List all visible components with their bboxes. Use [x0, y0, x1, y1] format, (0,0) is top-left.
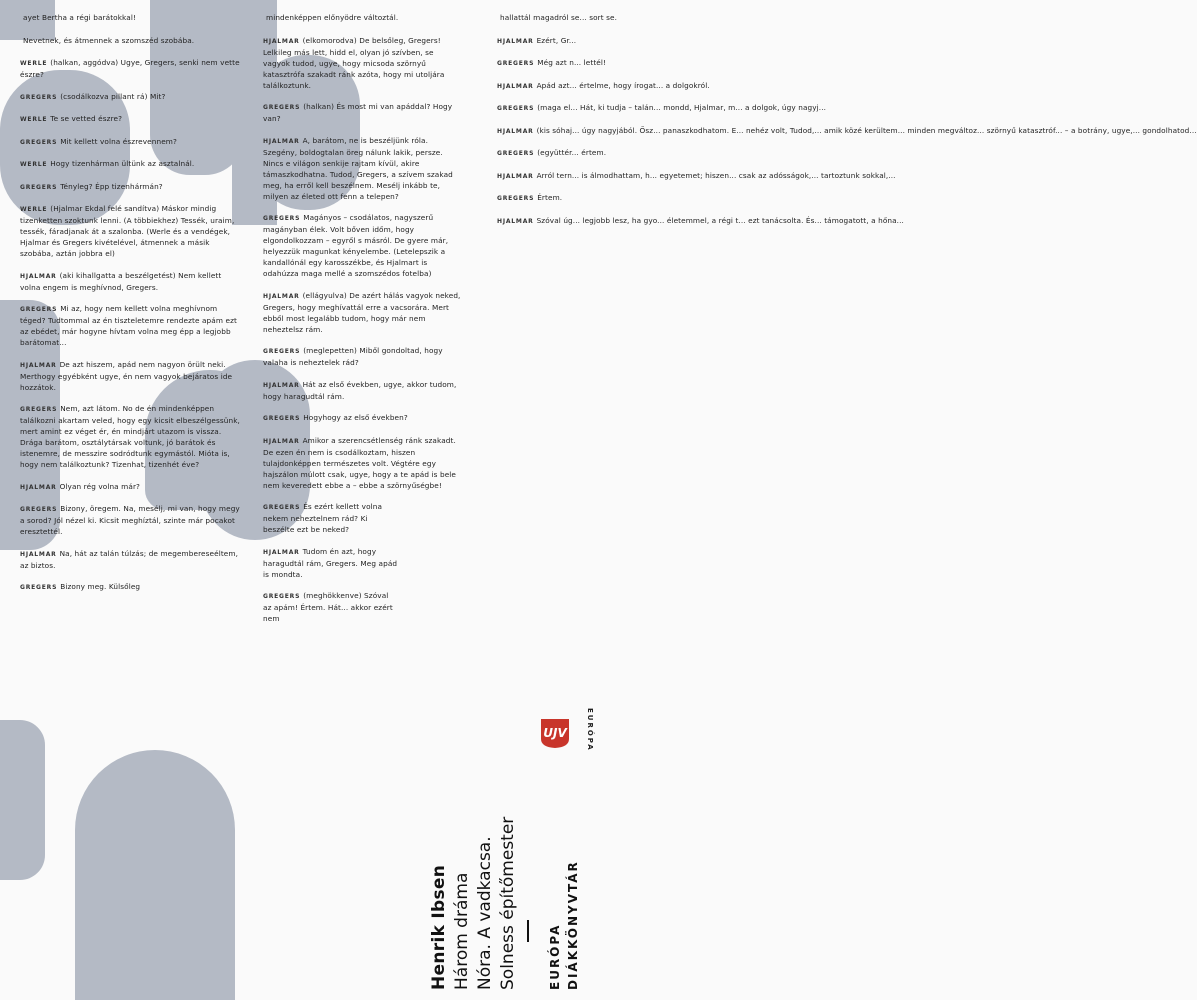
paragraph: HJALMAR Ezért, Gr...: [497, 35, 577, 45]
paragraph: GREGERS (együttér... értem.: [497, 148, 607, 157]
paragraph: WERLE Te se vetted észre?: [20, 114, 123, 123]
paragraph: mindenképpen előnyödre változtál.: [266, 13, 399, 22]
paragraph: HJALMAR Amikor a szerencsétlenség ránk szakadt. De ezen én nem is csodálkoztam, hiszen tulajdonképpen természetes volt. Végtére egy hajszálon múlott csak, ugye, hogy a te apád is bele nem keveredett ebbe a – ebbe a szörnyűségbe!: [263, 435, 457, 490]
paragraph: HJALMAR Olyan rég volna már?: [20, 481, 141, 491]
series-name-line-1: EURÓPA: [548, 923, 562, 990]
separator-dash: [527, 920, 529, 942]
paragraph: HJALMAR Na, hát az talán túlzás; de megembereseéltem, az biztos.: [20, 548, 239, 570]
paragraph: HJALMAR (aki kihallgatta a beszélgetést) Nem kellett volna engem is meghívnod, Gregers.: [20, 270, 222, 292]
paragraph: GREGERS És ezért kellett volna nekem neheztelnem rád? Ki beszélte ezt be neked?: [263, 502, 383, 534]
paragraph: HJALMAR Arról tern... is álmodhattam, h... egyetemet; hiszen... csak az adósságok,... tartoztunk sokkal,...: [497, 170, 896, 180]
paragraph: GREGERS Bizony, öregem. Na, mesélj, mi van, hogy megy a sorod? Jól nézel ki. Kicsit meghíztál, szinte már pocakot eresztettél.: [20, 504, 240, 536]
paragraph: GREGERS Értem.: [497, 193, 563, 202]
text-column-2: [263, 12, 463, 635]
paragraph: HJALMAR De azt hiszem, apád nem nagyon örült neki. Merthogy egyébként ugye, én nem vagyok bejáratos ide hozzátok.: [20, 359, 233, 392]
paragraph: GREGERS Tényleg? Épp tizenhármán?: [20, 181, 163, 191]
paragraph: hallattál magadról se... sort se.: [500, 13, 618, 22]
paragraph: GREGERS Hogyhogy az első években?: [263, 413, 408, 422]
decor-shape-n-arch: [75, 750, 235, 1000]
paragraph: WERLE (halkan, aggódva) Ugye, Gregers, senki nem vette észre?: [20, 58, 240, 79]
series-name-line-2: DIÁKKÖNYVTÁR: [566, 860, 580, 990]
logo-vertical-label: EURÓPA: [586, 708, 594, 752]
paragraph: GREGERS Nem, azt látom. No de én mindenképpen találkozni akartam veled, hogy egy kicsit elbeszélgessünk, mert amint ez véget ér, én mindjárt utazom is vissza. Drága barátom, osztálytársak voltunk, jó barátok és istenemre, de messzire sodródtunk egymástól. Mióta is, hogy nem találkoztunk? Tizenhat, tizenhét éve?: [20, 404, 240, 469]
paragraph: HJALMAR Szóval úg... legjobb lesz, ha gyo... életemmel, a régi t... ezt tanácsolta. És... támogatott, a hőna...: [497, 215, 904, 225]
paragraph: GREGERS Még azt n... lettél!: [497, 58, 607, 67]
paragraph: HJALMAR (ellágyulva) De azért hálás vagyok neked, Gregers, hogy meghívattál erre a vacsorára. Mert ebből most legalább tudom, hogy már nem neheztelsz rám.: [263, 290, 461, 334]
paragraph: HJALMAR Apád azt... értelme, hogy írogat... a dolgokról.: [497, 80, 710, 90]
paragraph: GREGERS Bizony meg. Külsőleg: [20, 582, 141, 591]
paragraph: ayet Bertha a régi barátokkal!: [23, 13, 136, 22]
svg-text:UJV: UJV: [543, 726, 567, 740]
paragraph: GREGERS (csodálkozva pillant rá) Mit?: [20, 91, 166, 101]
publisher-logo: [537, 715, 573, 751]
author-name: Henrik Ibsen: [429, 864, 449, 990]
paragraph: GREGERS Mit kellett volna észrevennem?: [20, 136, 177, 146]
text-column-3: [497, 12, 1197, 237]
paragraph: GREGERS (meghökkenve) Szóval az apám! Értem. Hát... akkor ezért nem: [263, 591, 393, 623]
paragraph: GREGERS Magányos – csodálatos, nagyszerű magányban élek. Volt bőven időm, hogy elgondolkozzam – egyről s másról. De gyere már, helyezzük magunkat kényelembe. (Letelepszik a kandallónál egy karosszékbe, és Hjalmart is odahúzza maga mellé a szomszédos fotelba): [263, 213, 449, 278]
paragraph: GREGERS (meglepetten) Miből gondoltad, hogy valaha is neheztelek rád?: [263, 346, 443, 367]
title-line-2: Nóra. A vadkacsa.: [475, 836, 495, 990]
text-column-1: [20, 12, 240, 604]
paragraph: WERLE (Hjalmar Ekdal felé sandítva) Máskor mindig tizenketten szoktunk lenni. (A többiekhez) Tessék, uraim, tessék, fáradjanak át a szalonba. (Werle és a vendégek, Hjalmar és Gregers kivételével, átmennek a másik szobába, aztán jobbra el): [20, 204, 235, 258]
paragraph: HJALMAR Tudom én azt, hogy haragudtál rám, Gregers. Meg apád is mondta.: [263, 546, 398, 579]
paragraph: WERLE Hogy tizenhárman ültünk az asztalnál.: [20, 159, 195, 168]
decor-shape-lower-left: [0, 720, 45, 880]
paragraph: HJALMAR A, barátom, ne is beszéljünk róla. Szegény, boldogtalan öreg nálunk lakik, persze. Nincs e világon senkije rajtam kívül, akire támaszkodhatna. Tudod, Gregers, a szívem szakad meg, ha erről kell beszélnem. Mesélj inkább te, milyen az életed ott fenn a telepen?: [263, 135, 453, 201]
paragraph: GREGERS (halkan) És most mi van apáddal? Hogy van?: [263, 102, 453, 123]
title-line-1: Három dráma: [452, 872, 472, 990]
paragraph: Nevetnek, és átmennek a szomszéd szobába.: [23, 35, 195, 45]
paragraph: HJALMAR Hát az első években, ugye, akkor tudom, hogy haragudtál rám.: [263, 379, 457, 401]
paragraph: HJALMAR (elkomorodva) De belsőleg, Gregers! Lelkileg más lett, hidd el, olyan jó szívben, se vagyok tudod, ugye, hogy micsoda szörnyű katasztrófa szakadt ránk azóta, hogy mi utoljára találkoztunk.: [263, 35, 445, 90]
paragraph: GREGERS (maga el... Hát, ki tudja – talán... mondd, Hjalmar, m... a dolgok, úgy nagyj...: [497, 103, 827, 112]
paragraph: HJALMAR (kis sóhaj... úgy nagyjából. Ősz... panaszkodhatom. E... nehéz volt, Tudod,... amik közé kerültem... minden megváltoz... szörnyű katasztróf... – a botrány, ugye,... gondolhatod...: [497, 125, 1197, 135]
title-line-3: Solness építőmester: [498, 816, 518, 990]
paragraph: GREGERS Mi az, hogy nem kellett volna meghívnom téged? Tudtommal az én tiszteletemre rendezte apám ezt az ebédet, már hogyne hívtam volna meg épp a legjobb barátomat...: [20, 304, 237, 347]
